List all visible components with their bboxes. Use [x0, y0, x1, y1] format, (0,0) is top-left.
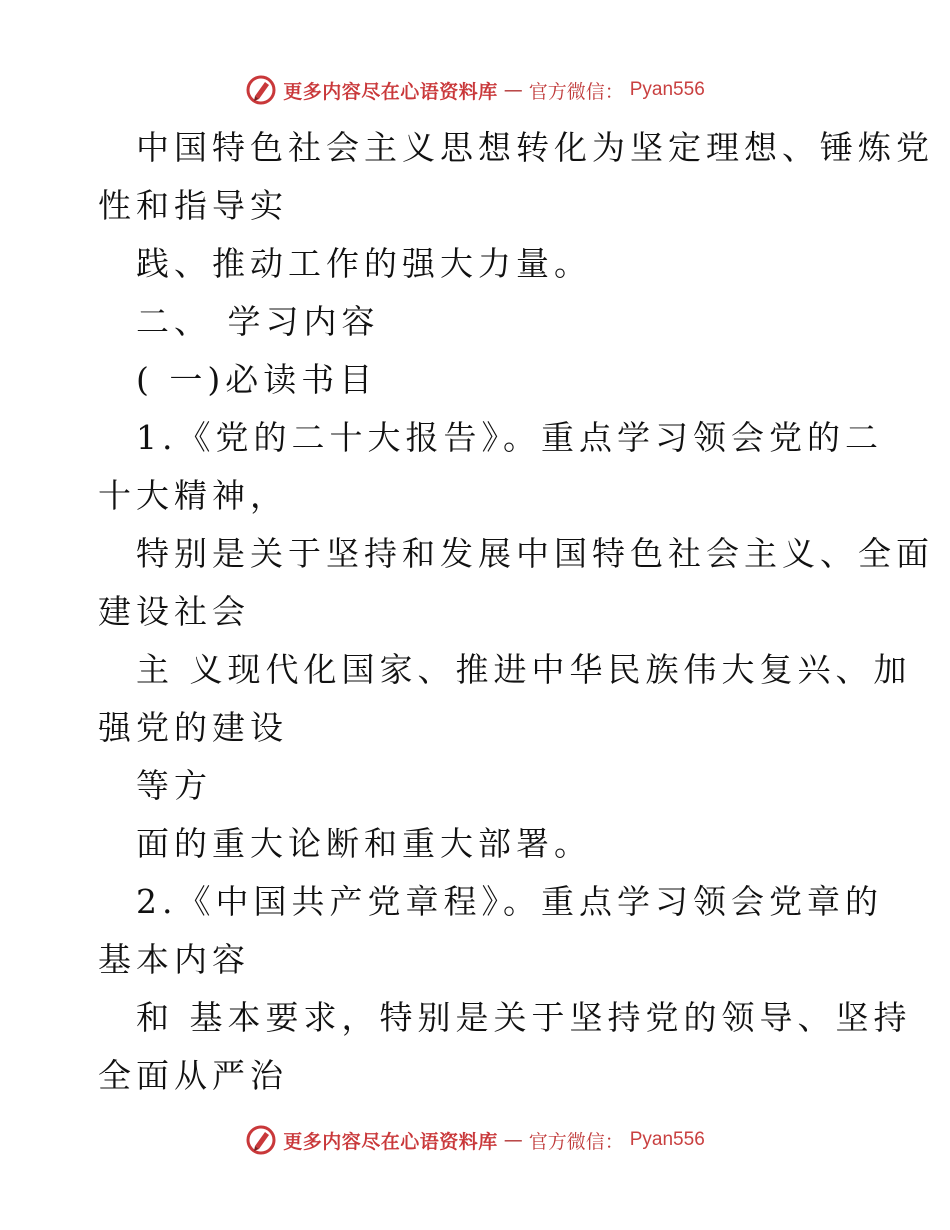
- section-heading: 二、 学习内容: [136, 302, 380, 341]
- text-line: 中国特色社会主义思想转化为坚定理想、锤炼党: [136, 128, 934, 167]
- text-line: 主 义现代化国家、推进中华民族伟大复兴、加: [136, 650, 912, 689]
- text-line: 性和指导实: [98, 186, 288, 225]
- subsection-heading: ( 一)必读书目: [136, 360, 378, 399]
- text-line: 十大精神，: [98, 476, 288, 515]
- header-site-name: 更多内容尽在心语资料库: [283, 80, 498, 103]
- header-dash: —: [503, 79, 523, 101]
- text-line: 面的重大论断和重大部署。: [136, 824, 592, 863]
- pen-circle-logo-icon: [245, 74, 277, 106]
- text-line: 基本内容: [98, 940, 250, 979]
- text-line: 践、推动工作的强大力量。: [136, 244, 592, 283]
- text-line: 全面从严治: [98, 1056, 288, 1095]
- text-line: 等方: [136, 766, 212, 805]
- text-line: 强党的建设: [98, 708, 288, 747]
- text-line: 和 基本要求，特别是关于坚持党的领导、坚持: [136, 998, 912, 1037]
- footer-wechat-account: Pyan556: [629, 1129, 705, 1150]
- footer-wechat-label: 官方微信：: [528, 1130, 624, 1153]
- header-wechat-account: Pyan556: [629, 79, 705, 100]
- text-line: 建设社会: [98, 592, 250, 631]
- text-line: 特别是关于坚持和发展中国特色社会主义、全面: [136, 534, 934, 573]
- text-line: 1.《党的二十大报告》。重点学习领会党的二: [136, 418, 883, 457]
- footer-site-name: 更多内容尽在心语资料库: [283, 1130, 498, 1153]
- footer-banner: [0, 1120, 950, 1160]
- pen-circle-logo-icon: [245, 1124, 277, 1156]
- footer-dash: —: [503, 1129, 523, 1151]
- text-line: 2.《中国共产党章程》。重点学习领会党章的: [136, 882, 883, 921]
- header-wechat-label: 官方微信：: [528, 80, 624, 103]
- header-banner: [0, 70, 950, 110]
